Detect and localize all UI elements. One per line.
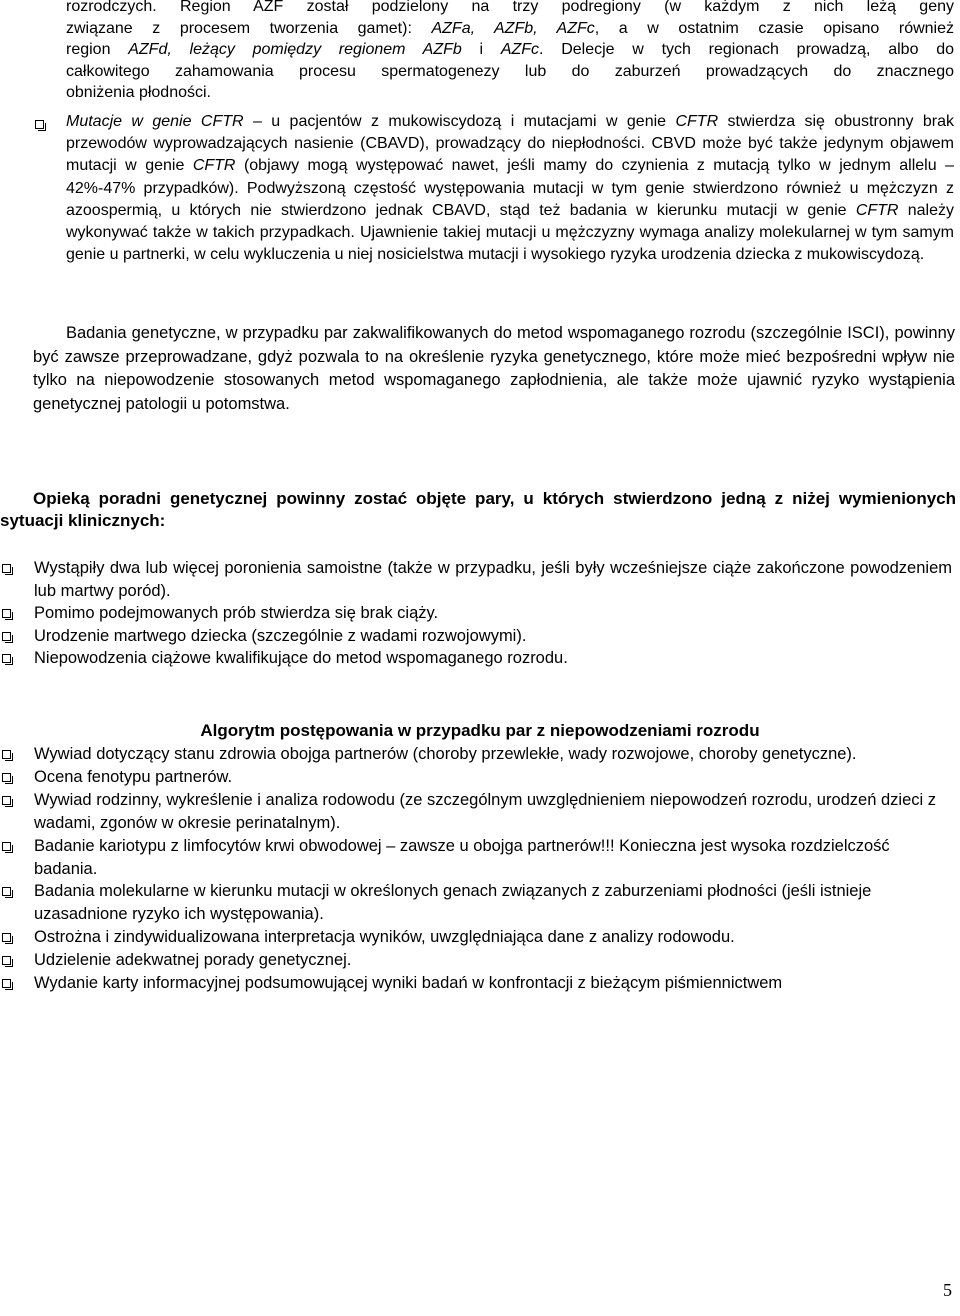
- checkbox-bullet-icon: [2, 842, 11, 851]
- checkbox-bullet-icon: [2, 632, 11, 641]
- list-item: Wywiad rodzinny, wykreślenie i analiza rodowodu (ze szczególnym uwzględnieniem niepowodzeń rozrodu, urodzeń dzieci z wadami, zgonów w okresie perinatalnym).: [0, 789, 960, 835]
- algorithm-list: [0, 743, 960, 995]
- checkbox-bullet-icon: [2, 654, 11, 663]
- list-item: Udzielenie adekwatnej porady genetycznej.: [0, 949, 960, 972]
- page-number: 5: [943, 1280, 952, 1300]
- list-item: Niepowodzenia ciążowe kwalifikujące do metod wspomaganego rozrodu.: [0, 647, 960, 670]
- checkbox-bullet-icon: [2, 609, 11, 618]
- list-item: Ostrożna i zindywidualizowana interpretacja wyników, uwzględniająca dane z analizy rodowodu.: [0, 926, 960, 949]
- list-item: Wystąpiły dwa lub więcej poronienia samoistne (także w przypadku, jeśli były wcześniejsze ciąże zakończone powodzeniem lub martwy poród).: [0, 557, 960, 602]
- checkbox-bullet-icon: [2, 796, 11, 805]
- azf-paragraph: [66, 0, 954, 104]
- list-item: Pomimo podejmowanych prób stwierdza się brak ciąży.: [0, 602, 960, 625]
- azf-line-2: związane z procesem tworzenia gamet): AZFa, AZFb, AZFc, a w ostatnim czasie opisano również: [66, 19, 954, 37]
- checkbox-bullet-icon: [2, 564, 11, 573]
- checkbox-bullet-icon: [2, 750, 11, 759]
- checkbox-bullet-icon: [2, 773, 11, 782]
- checkbox-bullet-icon: [2, 956, 11, 965]
- genetic-testing-paragraph: Badania genetyczne, w przypadku par zakwalifikowanych do metod wspomaganego rozrodu (szczególnie ISCI), powinny być zawsze przeprowadzane, gdyż pozwala to na określenie ryzyka genetycznego, które może mieć bezpośredni wpływ nie tylko na niepowodzenie stosowanych metod wspomaganego zapłodnienia, ale także może ujawnić ryzyko wystąpienia genetycznej patologii u potomstwa.: [33, 324, 955, 413]
- list-item: Ocena fenotypu partnerów.: [0, 766, 960, 789]
- checkbox-bullet-icon: [2, 887, 11, 896]
- counseling-list: [0, 557, 960, 670]
- list-item: Urodzenie martwego dziecka (szczególnie z wadami rozwojowymi).: [0, 625, 960, 648]
- list-item: Wywiad dotyczący stanu zdrowia obojga partnerów (choroby przewlekłe, wady rozwojowe, choroby genetyczne).: [0, 743, 960, 766]
- azf-line-4: całkowitego zahamowania procesu spermatogenezy lub do zaburzeń prowadzących do znacznego: [66, 62, 954, 80]
- cftr-paragraph: Mutacje w genie CFTR – u pacjentów z mukowiscydozą i mutacjami w genie CFTR stwierdza się obustronny brak przewodów wyprowadzających nasienie (CBAVD), prowadzący do niepłodności. CBVD może być także jedynym objawem mutacji w genie CFTR (objawy mogą występować nawet, jeśli mamy do czynienia z mutacją tylko w jednym allelu – 42%-47% przypadków). Podwyższoną częstość występowania mutacji w tym genie stwierdzono również u mężczyzn z azoospermią, u których nie stwierdzono jednak CBAVD, stąd też badania w kierunku mutacji w genie CFTR należy wykonywać także w takich przypadkach. Ujawnienie takiej mutacji u mężczyzny wymaga analizy molekularnej w tym samym genie u partnerki, w celu wykluczenia u niej nosicielstwa mutacji i wysokiego ryzyka urodzenia dziecka z mukowiscydozą.: [66, 113, 955, 264]
- algorithm-heading: Algorytm postępowania w przypadku par z niepowodzeniami rozrodu: [200, 721, 760, 740]
- azf-line-1: rozrodczych. Region AZF został podzielony na trzy podregiony (w każdym z nich leżą geny: [66, 0, 954, 15]
- counseling-heading: Opieką poradni genetycznej powinny zostać objęte pary, u których stwierdzono jedną z niżej wymienionych sytuacji klinicznych:: [0, 489, 956, 530]
- azf-line-5: obniżenia płodności.: [66, 84, 211, 101]
- list-item: Wydanie karty informacyjnej podsumowującej wyniki badań w konfrontacji z bieżącym piśmiennictwem: [0, 972, 960, 995]
- list-item: Badanie kariotypu z limfocytów krwi obwodowej – zawsze u obojga partnerów!!! Konieczna jest wysoka rozdzielczość badania.: [0, 835, 960, 881]
- checkbox-bullet-icon: [35, 120, 44, 129]
- azf-line-3: region AZFd, leżący pomiędzy regionem AZFb i AZFc. Delecje w tych regionach prowadzą, albo do: [66, 41, 955, 58]
- checkbox-bullet-icon: [2, 933, 11, 942]
- checkbox-bullet-icon: [2, 979, 11, 988]
- list-item: Badania molekularne w kierunku mutacji w określonych genach związanych z zaburzeniami płodności (jeśli istnieje uzasadnione ryzyko ich występowania).: [0, 880, 960, 926]
